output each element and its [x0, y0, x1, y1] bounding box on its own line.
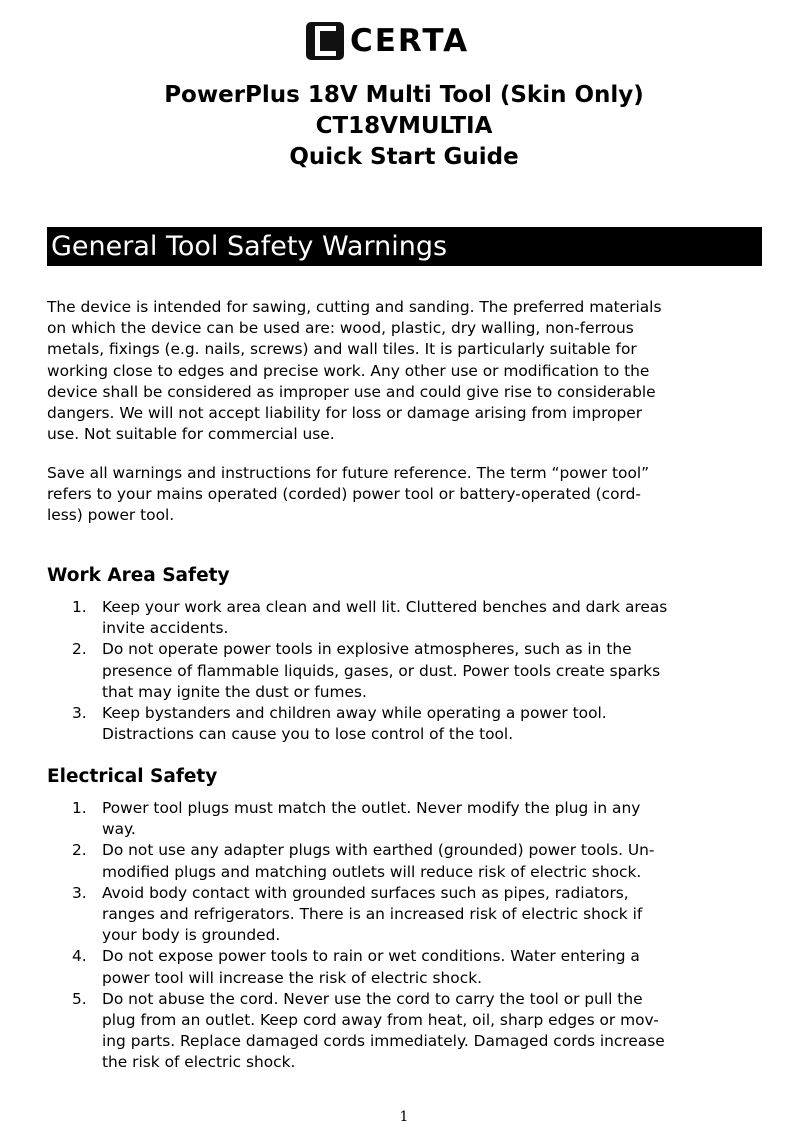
text-line: device shall be considered as improper use and could give rise to considerable: [47, 382, 656, 401]
text-line: Save all warnings and instructions for future reference. The term “power tool”: [47, 464, 650, 482]
text-line: ing parts. Replace damaged cords immediately. Damaged cords increase: [102, 1032, 665, 1051]
text-line: power tool will increase the risk of electric shock.: [102, 968, 482, 987]
list-item: [72, 840, 762, 882]
list-number: 4.: [72, 947, 87, 966]
title-product: PowerPlus 18V Multi Tool (Skin Only): [164, 82, 644, 108]
text-line: Avoid body contact with grounded surfaces such as pipes, radiators,: [102, 883, 629, 902]
text-line: invite accidents.: [102, 619, 229, 638]
text-line: that may ignite the dust or fumes.: [102, 682, 367, 701]
list-number: 5.: [72, 989, 87, 1008]
text-line: the risk of electric shock.: [102, 1053, 296, 1072]
intro-paragraph: [47, 297, 762, 445]
text-line: Keep bystanders and children away while operating a power tool.: [102, 704, 607, 723]
text-line: Do not operate power tools in explosive atmospheres, such as in the: [102, 640, 632, 659]
document-title: [0, 80, 808, 173]
list-number: 2.: [72, 841, 87, 860]
text-line: The device is intended for sawing, cutting and sanding. The preferred materials: [47, 298, 662, 316]
list-item: [72, 597, 762, 639]
text-line: Do not use any adapter plugs with earthed (grounded) power tools. Un-: [102, 841, 655, 860]
text-line: ranges and refrigerators. There is an increased risk of electric shock if: [102, 905, 643, 924]
electrical-heading: Electrical Safety: [47, 766, 218, 787]
text-line: Do not abuse the cord. Never use the cord to carry the tool or pull the: [102, 989, 643, 1008]
electrical-list: [72, 798, 762, 1074]
section-heading-bar: General Tool Safety Warnings: [47, 227, 762, 266]
text-line: refers to your mains operated (corded) power tool or battery-operated (cord-: [47, 485, 641, 504]
text-line: metals, fixings (e.g. nails, screws) and wall tiles. It is particularly suitable for: [47, 340, 637, 359]
list-item: [72, 883, 762, 947]
text-line: on which the device can be used are: wood, plastic, dry walling, non-ferrous: [47, 319, 634, 338]
list-number: 2.: [72, 640, 87, 659]
save-warnings-paragraph: [47, 463, 762, 527]
list-item: [72, 946, 762, 988]
logo-mark-icon: [306, 22, 344, 60]
text-line: way.: [102, 820, 136, 839]
list-number: 1.: [72, 598, 87, 616]
text-line: presence of flammable liquids, gases, or dust. Power tools create sparks: [102, 661, 661, 680]
text-line: less) power tool.: [47, 506, 175, 525]
text-line: Keep your work area clean and well lit. Cluttered benches and dark areas: [102, 598, 668, 616]
brand-logo: [306, 21, 469, 61]
list-item: [72, 703, 762, 745]
list-number: 1.: [72, 799, 87, 817]
text-line: modified plugs and matching outlets will reduce risk of electric shock.: [102, 862, 642, 881]
title-model: CT18VMULTIA: [315, 113, 493, 139]
text-line: Power tool plugs must match the outlet. Never modify the plug in any: [102, 799, 641, 817]
list-number: 3.: [72, 704, 87, 723]
text-line: working close to edges and precise work. Any other use or modification to the: [47, 361, 650, 380]
text-line: use. Not suitable for commercial use.: [47, 425, 335, 444]
list-item: [72, 798, 762, 840]
text-line: Distractions can cause you to lose control of the tool.: [102, 725, 514, 744]
text-line: your body is grounded.: [102, 926, 281, 945]
text-line: Do not expose power tools to rain or wet conditions. Water entering a: [102, 947, 640, 966]
list-number: 3.: [72, 883, 87, 902]
list-item: [72, 639, 762, 703]
page-number: 1: [399, 1109, 409, 1125]
work-area-list: [72, 597, 762, 745]
title-guide: Quick Start Guide: [289, 144, 519, 170]
work-area-heading: Work Area Safety: [47, 565, 230, 586]
list-item: [72, 989, 762, 1074]
logo-text: CERTA: [350, 23, 470, 59]
text-line: dangers. We will not accept liability for loss or damage arising from improper: [47, 404, 643, 423]
text-line: plug from an outlet. Keep cord away from heat, oil, sharp edges or mov-: [102, 1011, 659, 1030]
